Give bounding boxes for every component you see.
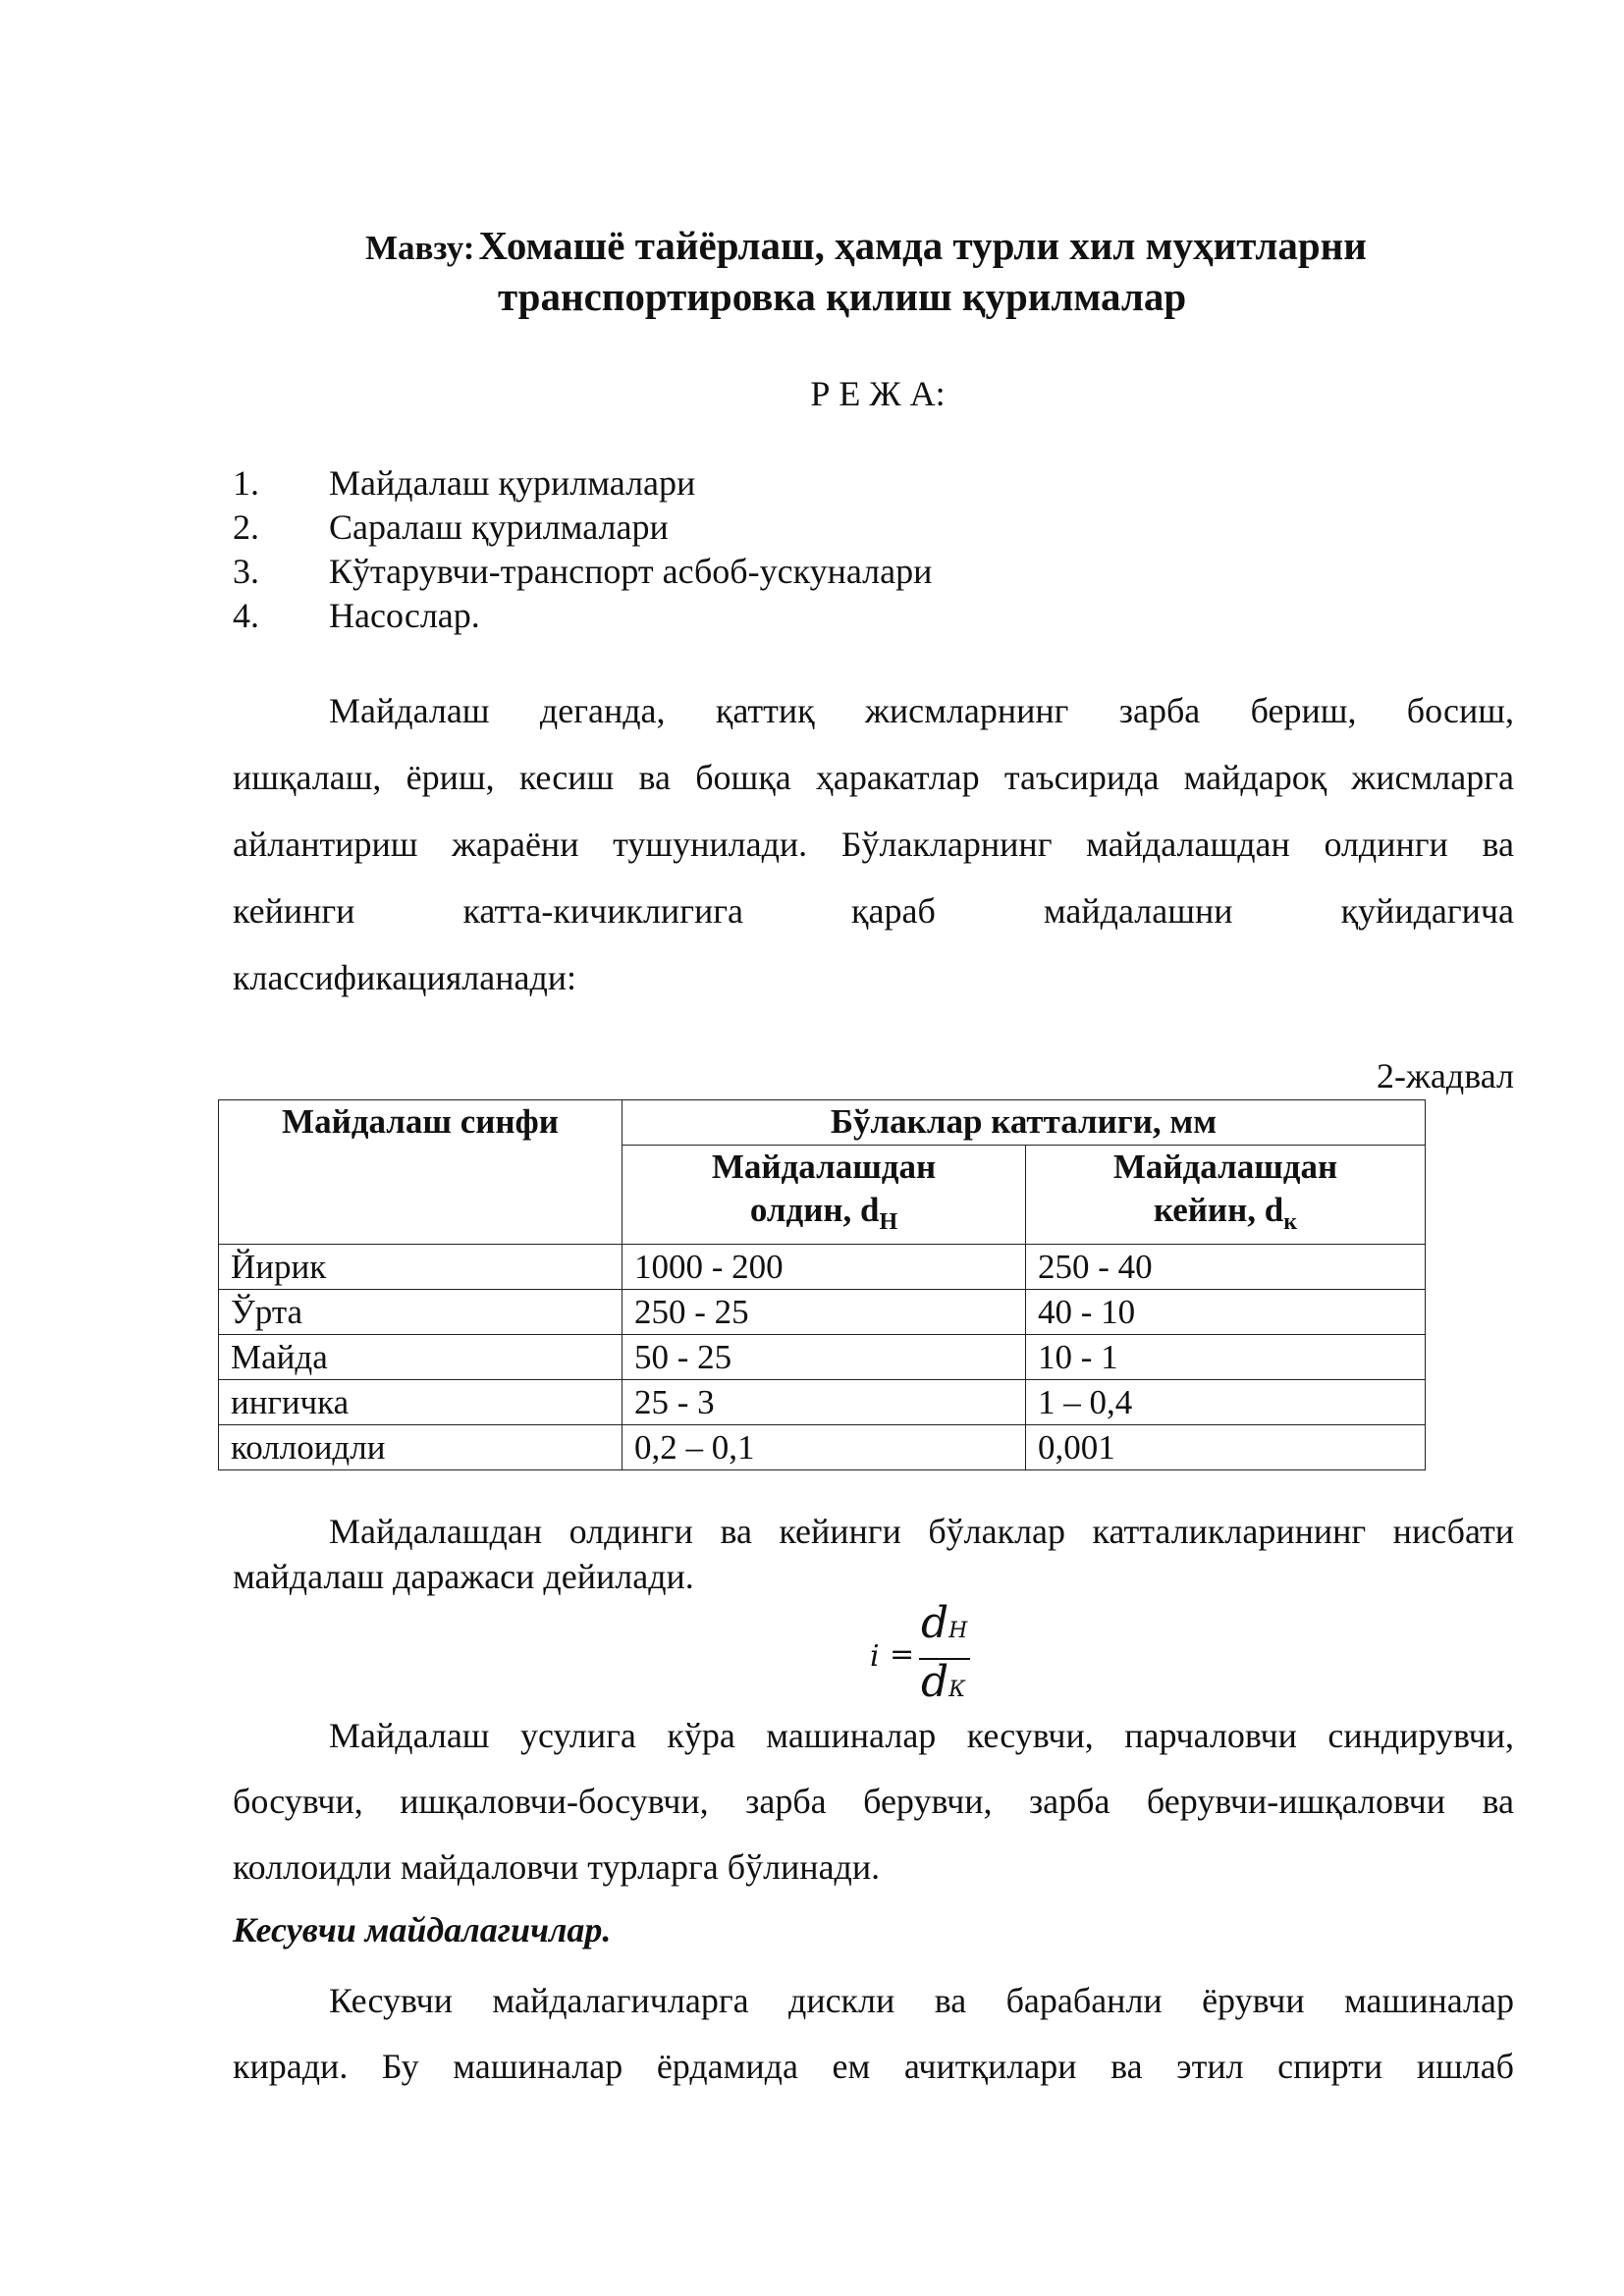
header-size-group: Бўлаклар катталиги, мм xyxy=(623,1100,1426,1146)
plan-item-number: 4. xyxy=(233,596,259,635)
table-row xyxy=(219,1380,1426,1425)
paragraph-line: босувчи, ишқаловчи-босувчи, зарба берувчи, зарба берувчи-ишқаловчи ва xyxy=(233,1782,1514,1821)
paragraph-line: классификацияланади: xyxy=(233,958,577,997)
plan-item-number: 2. xyxy=(233,507,259,547)
paragraph-line: айлантириш жараёни тушунилади. Бўлакларнинг майдалашдан олдинги ва xyxy=(233,825,1514,864)
paragraph-line: Майдалашдан олдинги ва кейинги бўлаклар катталикларининг нисбати xyxy=(329,1512,1514,1551)
plan-item xyxy=(233,506,932,550)
paragraph-line: майдалаш даражаси дейилади. xyxy=(233,1557,694,1596)
plan-list xyxy=(233,461,932,638)
formula-denominator xyxy=(921,1657,965,1707)
denominator-symbol: d xyxy=(921,1657,949,1707)
header-after xyxy=(1026,1146,1426,1245)
cell-before: 50 - 25 xyxy=(623,1335,1026,1380)
cell-class: Йирик xyxy=(219,1245,623,1290)
plan-item-number: 1. xyxy=(233,463,259,503)
paragraph-crushing-definition xyxy=(233,677,1514,1011)
document-title-line2: транспортировка қилиш қурилмалар xyxy=(498,274,1187,319)
cell-after: 250 - 40 xyxy=(1026,1245,1426,1290)
plan-item xyxy=(233,594,932,638)
cell-after: 10 - 1 xyxy=(1026,1335,1426,1380)
plan-item-number: 3. xyxy=(233,552,259,591)
plan-heading: Р Е Ж А: xyxy=(810,374,946,413)
cell-before: 250 - 25 xyxy=(623,1290,1026,1335)
header-after-line2: кейин, d xyxy=(1153,1191,1284,1229)
table-header-row xyxy=(219,1100,1426,1146)
cell-class: коллоидли xyxy=(219,1425,623,1470)
table-row xyxy=(219,1425,1426,1470)
paragraph-line: Майдалаш деганда, қаттиқ жисмларнинг зарба бериш, босиш, xyxy=(329,691,1514,730)
cell-class: Майда xyxy=(219,1335,623,1380)
numerator-symbol: d xyxy=(921,1598,949,1648)
plan-item-text: Кўтарувчи-транспорт асбоб-ускуналари xyxy=(329,552,933,591)
cell-before: 0,2 – 0,1 xyxy=(623,1425,1026,1470)
header-before-line2: олдин, d xyxy=(749,1191,880,1229)
plan-item xyxy=(233,550,932,594)
header-before xyxy=(623,1146,1026,1245)
crushing-classes-table xyxy=(218,1099,1426,1470)
cell-class: Ўрта xyxy=(219,1290,623,1335)
formula-lhs: i xyxy=(870,1639,880,1674)
paragraph-line: коллоидли майдаловчи турларга бўлинади. xyxy=(233,1847,881,1887)
table-row xyxy=(219,1335,1426,1380)
header-after-line1: Майдалашдан xyxy=(1112,1148,1338,1186)
paragraph-line: киради. Бу машиналар ёрдамида ем ачитқилари ва этил спирти ишлаб xyxy=(233,2047,1514,2086)
cell-class: ингичка xyxy=(219,1380,623,1425)
formula-numerator xyxy=(921,1598,967,1648)
table-row xyxy=(219,1245,1426,1290)
header-before-line1: Майдалашдан xyxy=(711,1148,937,1186)
paragraph-line: кейинги катта-кичиклигига қараб майдалашни қуйидагича xyxy=(233,891,1514,931)
paragraph-line: ишқалаш, ёриш, кесиш ва бошқа ҳаракатлар таъсирида майдароқ жисмларга xyxy=(233,758,1514,797)
plan-item-text: Насослар. xyxy=(329,596,480,635)
paragraph-line: Майдалаш усулига кўра машиналар кесувчи, парчаловчи синдирувчи, xyxy=(329,1716,1514,1755)
numerator-subscript: Н xyxy=(948,1619,968,1643)
table-row xyxy=(219,1290,1426,1335)
title-main: Хомашё тайёрлаш, ҳамда турли хил муҳитларни xyxy=(478,223,1367,268)
denominator-subscript: К xyxy=(948,1678,966,1702)
header-after-subscript: к xyxy=(1283,1209,1298,1235)
paragraph-cutting-crushers xyxy=(233,1968,1514,2100)
title-prefix: Мавзу: xyxy=(365,229,475,267)
document-title-line1 xyxy=(365,222,1367,269)
cell-before: 25 - 3 xyxy=(623,1380,1026,1425)
header-before-subscript: Н xyxy=(879,1209,898,1235)
table-caption: 2-жадвал xyxy=(1377,1056,1514,1095)
plan-item xyxy=(233,461,932,506)
formula-equals: = xyxy=(890,1637,915,1672)
cell-after: 0,001 xyxy=(1026,1425,1426,1470)
header-class: Майдалаш синфи xyxy=(219,1100,623,1245)
plan-item-text: Майдалаш қурилмалари xyxy=(329,463,696,503)
cell-after: 40 - 10 xyxy=(1026,1290,1426,1335)
section-heading: Кесувчи майдалагичлар. xyxy=(233,1910,612,1949)
paragraph-machine-types xyxy=(233,1703,1514,1900)
cell-before: 1000 - 200 xyxy=(623,1245,1026,1290)
cell-after: 1 – 0,4 xyxy=(1026,1380,1426,1425)
paragraph-line: Кесувчи майдалагичларга дискли ва барабанли ёрувчи машиналар xyxy=(329,1981,1514,2020)
paragraph-crushing-degree xyxy=(233,1509,1514,1599)
plan-item-text: Саралаш қурилмалари xyxy=(329,507,669,547)
